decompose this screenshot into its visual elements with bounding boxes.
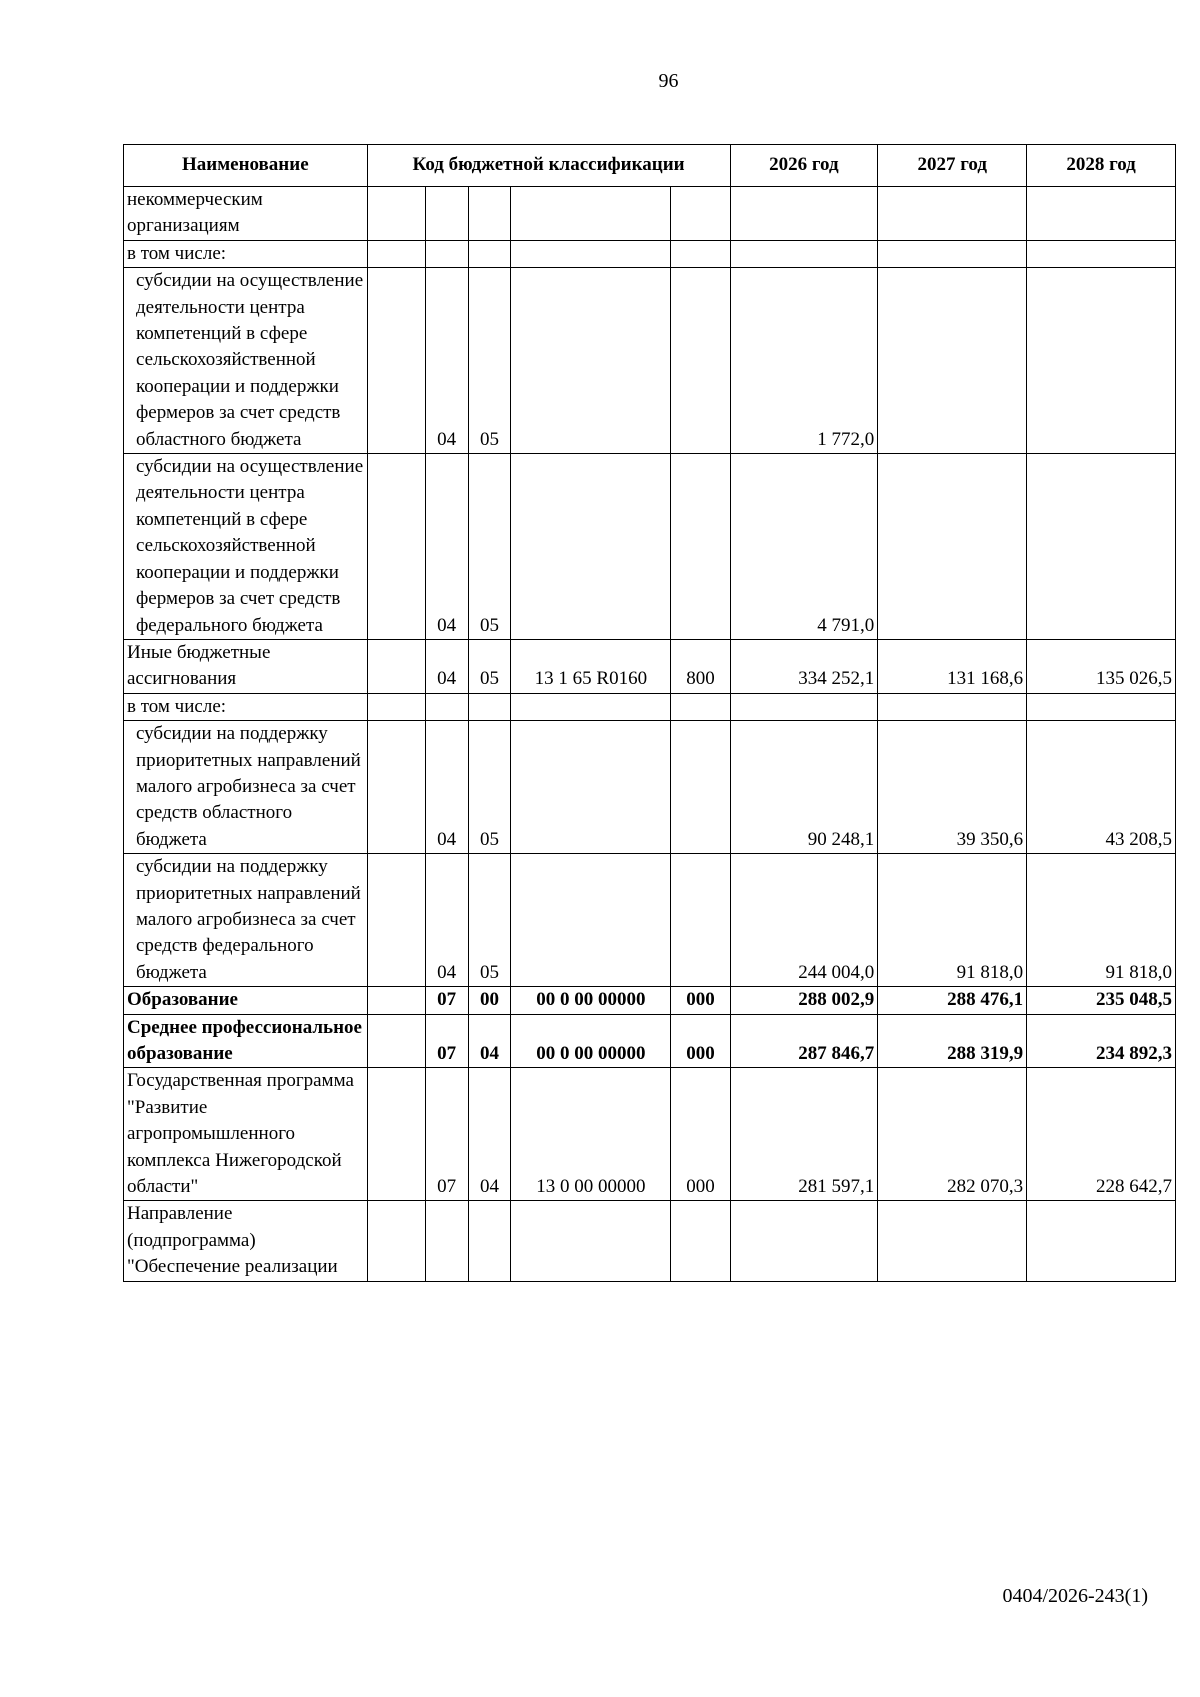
code-section	[425, 240, 468, 267]
code-part-1	[367, 1201, 425, 1281]
value-2028: 234 892,3	[1027, 1014, 1176, 1068]
code-section: 04	[425, 854, 468, 987]
header-2026: 2026 год	[730, 145, 878, 187]
row-name: Среднее профессиональное образование	[124, 1014, 368, 1068]
row-name: некоммерческим организациям	[124, 187, 368, 241]
value-2027	[878, 187, 1027, 241]
code-expense-type	[671, 721, 730, 854]
code-target-article: 00 0 00 00000	[511, 987, 671, 1014]
code-expense-type	[671, 1201, 730, 1281]
value-2028: 43 208,5	[1027, 721, 1176, 854]
code-part-1	[367, 240, 425, 267]
value-2026	[730, 240, 878, 267]
code-subsection	[468, 1201, 511, 1281]
code-expense-type: 000	[671, 1014, 730, 1068]
header-2028: 2028 год	[1027, 145, 1176, 187]
value-2026: 281 597,1	[730, 1068, 878, 1201]
value-2028	[1027, 240, 1176, 267]
header-code: Код бюджетной классификации	[367, 145, 730, 187]
code-target-article	[511, 693, 671, 720]
row-name: субсидии на поддержку приоритетных направлений малого агробизнеса за счет средств федерального бюджета	[124, 854, 368, 987]
code-subsection: 04	[468, 1068, 511, 1201]
value-2026	[730, 693, 878, 720]
code-expense-type	[671, 187, 730, 241]
row-name: в том числе:	[124, 693, 368, 720]
code-part-1	[367, 987, 425, 1014]
code-target-article	[511, 187, 671, 241]
code-subsection: 05	[468, 721, 511, 854]
code-subsection: 04	[468, 1014, 511, 1068]
table-row	[124, 1014, 1176, 1068]
code-target-article	[511, 721, 671, 854]
code-target-article	[511, 1201, 671, 1281]
value-2026	[730, 187, 878, 241]
code-section: 04	[425, 268, 468, 454]
code-expense-type	[671, 693, 730, 720]
value-2027: 131 168,6	[878, 639, 1027, 693]
code-subsection: 05	[468, 268, 511, 454]
value-2027	[878, 693, 1027, 720]
value-2027: 288 476,1	[878, 987, 1027, 1014]
row-name: субсидии на осуществление деятельности центра компетенций в сфере сельскохозяйственной кооперации и поддержки фермеров за счет средств федерального бюджета	[124, 454, 368, 640]
page-number: 96	[658, 70, 679, 92]
row-name: Иные бюджетные ассигнования	[124, 639, 368, 693]
value-2028: 235 048,5	[1027, 987, 1176, 1014]
code-part-1	[367, 639, 425, 693]
table-row	[124, 639, 1176, 693]
code-target-article	[511, 268, 671, 454]
value-2027: 39 350,6	[878, 721, 1027, 854]
code-target-article: 13 0 00 00000	[511, 1068, 671, 1201]
table-row	[124, 721, 1176, 854]
code-expense-type	[671, 268, 730, 454]
value-2028	[1027, 693, 1176, 720]
table-row	[124, 693, 1176, 720]
code-expense-type: 000	[671, 987, 730, 1014]
code-target-article: 13 1 65 R0160	[511, 639, 671, 693]
code-target-article: 00 0 00 00000	[511, 1014, 671, 1068]
table-row	[124, 1068, 1176, 1201]
value-2028	[1027, 454, 1176, 640]
code-subsection: 05	[468, 854, 511, 987]
table-row	[124, 854, 1176, 987]
code-target-article	[511, 240, 671, 267]
code-section: 07	[425, 1014, 468, 1068]
code-section: 04	[425, 721, 468, 854]
code-expense-type	[671, 854, 730, 987]
code-subsection	[468, 240, 511, 267]
value-2027: 288 319,9	[878, 1014, 1027, 1068]
value-2026: 334 252,1	[730, 639, 878, 693]
code-part-1	[367, 721, 425, 854]
value-2026: 244 004,0	[730, 854, 878, 987]
table-row	[124, 454, 1176, 640]
row-name: Образование	[124, 987, 368, 1014]
code-expense-type: 000	[671, 1068, 730, 1201]
value-2026: 1 772,0	[730, 268, 878, 454]
code-section: 04	[425, 454, 468, 640]
table-row	[124, 268, 1176, 454]
code-subsection	[468, 187, 511, 241]
header-2027: 2027 год	[878, 145, 1027, 187]
value-2026	[730, 1201, 878, 1281]
value-2028	[1027, 1201, 1176, 1281]
table-header-row	[124, 145, 1176, 187]
code-section: 04	[425, 639, 468, 693]
row-name: Государственная программа "Развитие агропромышленного комплекса Нижегородской области"	[124, 1068, 368, 1201]
code-subsection	[468, 693, 511, 720]
code-part-1	[367, 854, 425, 987]
row-name: субсидии на осуществление деятельности центра компетенций в сфере сельскохозяйственной кооперации и поддержки фермеров за счет средств областного бюджета	[124, 268, 368, 454]
code-expense-type	[671, 240, 730, 267]
code-part-1	[367, 693, 425, 720]
value-2027: 282 070,3	[878, 1068, 1027, 1201]
code-part-1	[367, 454, 425, 640]
value-2028	[1027, 187, 1176, 241]
row-name: Направление (подпрограмма) "Обеспечение реализации	[124, 1201, 368, 1281]
value-2028: 91 818,0	[1027, 854, 1176, 987]
value-2026: 90 248,1	[730, 721, 878, 854]
code-section: 07	[425, 987, 468, 1014]
code-part-1	[367, 1014, 425, 1068]
code-target-article	[511, 854, 671, 987]
code-section	[425, 1201, 468, 1281]
code-section	[425, 187, 468, 241]
code-target-article	[511, 454, 671, 640]
budget-table	[123, 144, 1176, 1282]
code-section	[425, 693, 468, 720]
row-name: субсидии на поддержку приоритетных направлений малого агробизнеса за счет средств областного бюджета	[124, 721, 368, 854]
code-part-1	[367, 187, 425, 241]
row-name: в том числе:	[124, 240, 368, 267]
code-part-1	[367, 268, 425, 454]
value-2027	[878, 240, 1027, 267]
code-part-1	[367, 1068, 425, 1201]
code-section: 07	[425, 1068, 468, 1201]
value-2028: 135 026,5	[1027, 639, 1176, 693]
code-expense-type: 800	[671, 639, 730, 693]
table-row	[124, 187, 1176, 241]
value-2028	[1027, 268, 1176, 454]
code-subsection: 05	[468, 454, 511, 640]
value-2027: 91 818,0	[878, 854, 1027, 987]
value-2028: 228 642,7	[1027, 1068, 1176, 1201]
table-row	[124, 240, 1176, 267]
value-2026: 287 846,7	[730, 1014, 878, 1068]
value-2026: 288 002,9	[730, 987, 878, 1014]
code-expense-type	[671, 454, 730, 640]
table-row	[124, 987, 1176, 1014]
table-row	[124, 1201, 1176, 1281]
code-subsection: 00	[468, 987, 511, 1014]
value-2027	[878, 268, 1027, 454]
value-2027	[878, 454, 1027, 640]
document-code: 0404/2026-243(1)	[1002, 1585, 1148, 1607]
code-subsection: 05	[468, 639, 511, 693]
value-2027	[878, 1201, 1027, 1281]
value-2026: 4 791,0	[730, 454, 878, 640]
header-name: Наименование	[124, 145, 368, 187]
